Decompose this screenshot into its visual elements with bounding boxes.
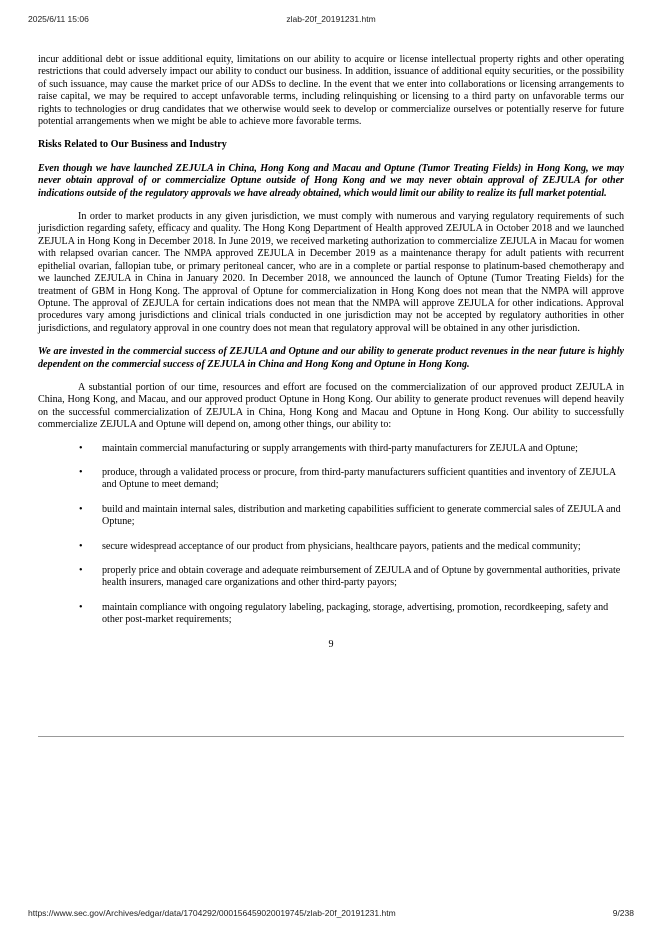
list-item: [38, 541, 624, 553]
bullet-icon: •: [79, 540, 83, 552]
bullet-icon: •: [79, 503, 83, 515]
risk-factor-body: In order to market products in any given jurisdiction, we must comply with numerous and varying regulatory requirements of such jurisdiction regarding safety, efficacy and quality. The Hong Kong Department of Health approved ZEJULA in October 2018 and we launched ZEJULA in Hong Kong in December 2018. In June 2019, we received marketing authorization to commercialize ZEJULA in Macau for women with relapsed ovarian cancer. The NMPA approved ZEJULA in December 2019 as a maintenance therapy for adult patients with recurrent epithelial ovarian, fallopian tube, or primary peritoneal cancer, who are in a complete or partial response to platinum-based chemotherapy and we launched ZEJULA in China in January 2020. In December 2018, we announced the launch of Optune (Tumor Treating Fields) for the treatment of GBM in Hong Kong. The approval of Optune for commercialization in Hong Kong does not mean that the NMPA will approve Optune. The approval of ZEJULA for certain indications does not mean that the NMPA will approve ZEJULA for other indications. Approval procedures vary among jurisdictions and clinical trials conducted in one jurisdiction may not be accepted by regulatory authorities in other jurisdictions, and regulatory approval in one country does not mean that regulatory approval will be obtained in any other jurisdiction.: [38, 211, 624, 334]
bullet-icon: •: [79, 601, 83, 613]
bullet-icon: •: [79, 442, 83, 454]
print-datetime: 2025/6/11 15:06: [28, 14, 89, 24]
risk-factor-title: We are invested in the commercial success of ZEJULA and Optune and our ability to generate product revenues in the near future is highly dependent on the commercial success of ZEJULA in China and Hong Kong and Optune in Hong Kong.: [38, 346, 624, 370]
page-count: 9/238: [612, 908, 634, 918]
print-doc-title: zlab-20f_20191231.htm: [286, 14, 376, 24]
bullet-icon: •: [79, 565, 83, 576]
list-item: [38, 467, 624, 492]
list-item-text: build and maintain internal sales, distribution and marketing capabilities sufficient to generate commercial sales of ZEJULA and Optune;: [102, 503, 621, 528]
list-item-text: maintain commercial manufacturing or supply arrangements with third-party manufacturers for ZEJULA and Optune;: [102, 442, 578, 454]
section-heading: Risks Related to Our Business and Industry: [38, 139, 227, 151]
list-item: [38, 602, 624, 627]
source-url: https://www.sec.gov/Archives/edgar/data/1704292/000156459020019745/zlab-20f_20191231.htm: [28, 908, 396, 918]
ability-list: [38, 443, 624, 627]
list-item: [38, 443, 624, 455]
risk-factor-title: Even though we have launched ZEJULA in China, Hong Kong and Macau and Optune (Tumor Treating Fields) in Hong Kong, we may never obtain approval of or commercialize Optune outside of Hong Kong and we may never obtain approval of ZEJULA for other indications outside of the regulatory approvals we have already obtained, which would limit our ability to realize its full market potential.: [38, 162, 624, 199]
list-item: [38, 565, 624, 590]
list-item-text: produce, through a validated process or procure, from third-party manufacturers sufficient quantities and inventory of ZEJULA and Optune to meet demand;: [102, 466, 616, 491]
document-body: [38, 54, 624, 651]
page-divider: [38, 736, 624, 737]
intro-paragraph: incur additional debt or issue additional equity, limitations on our ability to acquire or license intellectual property rights and other operating restrictions that could adversely impact our ability to conduct our business. In addition, issuance of additional equity securities, or the possibility of such issuance, may cause the market price of our ADSs to decline. In the event that we enter into collaborations or licensing arrangements to raise capital, we may be required to accept unfavorable terms, including relinquishing or licensing to a third party on unfavorable terms our rights to technologies or drug candidates that we otherwise would seek to develop or commercialize ourselves or potentially reserve for future potential arrangements when we might be able to achieve more favorable terms.: [38, 54, 624, 128]
list-item-text: secure widespread acceptance of our product from physicians, healthcare payors, patients and the medical community;: [102, 540, 581, 552]
risk-factor-body: A substantial portion of our time, resources and effort are focused on the commercialization of our approved product ZEJULA in China, Hong Kong, and Macau, and our approved product Optune in Hong Kong. Our ability to generate product revenues will depend heavily on the successful commercialization of ZEJULA in China, Hong Kong and Macau and Optune in Hong Kong. Our ability to successfully commercialize ZEJULA and Optune will depend on, among other things, our ability to:: [38, 381, 624, 431]
page-number: 9: [328, 638, 334, 650]
list-item-text: maintain compliance with ongoing regulatory labeling, packaging, storage, advertising, promotion, recordkeeping, safety and other post-market requirements;: [102, 601, 609, 626]
list-item-text: properly price and obtain coverage and adequate reimbursement of ZEJULA and of Optune by governmental authorities, private health insurers, managed care organizations and other third-party payors;: [102, 565, 621, 589]
bullet-icon: •: [79, 466, 83, 478]
list-item: [38, 504, 624, 529]
